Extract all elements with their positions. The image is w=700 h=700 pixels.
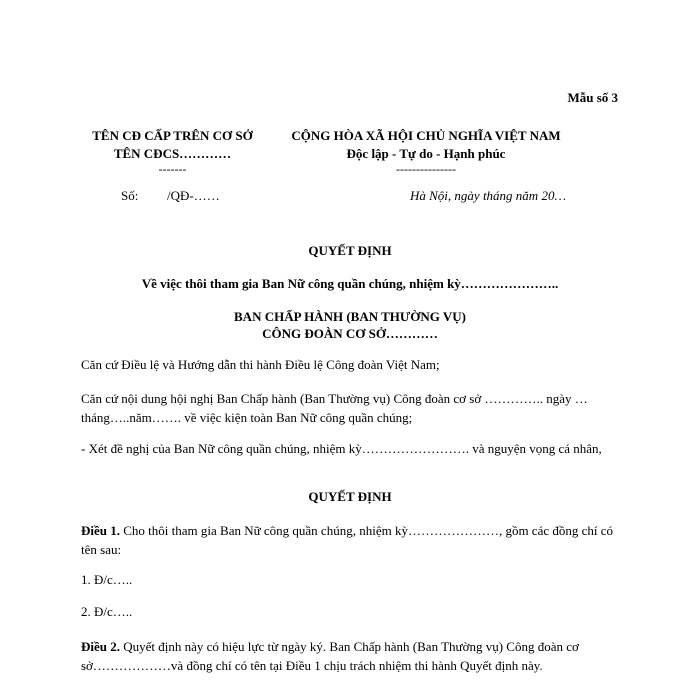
article-2 <box>81 637 621 675</box>
header-right-line2: Độc lập - Tự do - Hạnh phúc <box>346 146 506 161</box>
decision-heading: QUYẾT ĐỊNH <box>308 489 392 504</box>
article-2-text: Quyết định này có hiệu lực từ ngày ký. Ban Chấp hành (Ban Thường vụ) Công đoàn cơ sở………………và đồng chí có tên tại Điều 1 chịu trách nhiệm thi hành Quyết định này. <box>81 639 579 673</box>
authority-line1: BAN CHẤP HÀNH (BAN THƯỜNG VỤ) <box>234 309 466 324</box>
header-left-line1: TÊN CĐ CẤP TRÊN CƠ SỞ <box>92 128 253 143</box>
place-date: Hà Nội, ngày tháng năm 20… <box>410 188 566 203</box>
header-right-rule: --------------- <box>396 162 456 176</box>
header-left-rule: ------- <box>158 162 187 176</box>
basis-paragraph-1: Căn cứ Điều lệ và Hướng dẫn thi hành Điều lệ Công đoàn Việt Nam; <box>81 357 440 372</box>
list-item: 2. Đ/c….. <box>81 604 133 619</box>
basis-paragraph-3: - Xét đề nghị của Ban Nữ công quần chúng, nhiệm kỳ……………………. và nguyện vọng cá nhân, <box>81 441 602 456</box>
article-2-label: Điều 2. <box>81 639 120 654</box>
basis-paragraph-2: Căn cứ nội dung hội nghị Ban Chấp hành (Ban Thường vụ) Công đoàn cơ sở ………….. ngày … tháng…..năm……. về việc kiện toàn Ban Nữ công quần chúng; <box>81 391 588 425</box>
article-1 <box>81 521 621 559</box>
authority-line2: CÔNG ĐOÀN CƠ SỞ………… <box>262 326 438 341</box>
document-number-label: Số: <box>121 188 139 203</box>
document-title: QUYẾT ĐỊNH <box>308 243 392 258</box>
article-1-label: Điều 1. <box>81 523 120 538</box>
list-item: 1. Đ/c….. <box>81 572 133 587</box>
header-right-line1: CỘNG HÒA XÃ HỘI CHỦ NGHĨA VIỆT NAM <box>291 128 561 143</box>
header-left-line2: TÊN CĐCS………… <box>113 146 232 161</box>
article-1-text: Cho thôi tham gia Ban Nữ công quần chúng, nhiệm kỳ…………………, gồm các đồng chí có tên sau: <box>81 523 614 557</box>
form-number: Mẫu số 3 <box>567 90 618 105</box>
document-subtitle: Về việc thôi tham gia Ban Nữ công quần chúng, nhiệm kỳ………………….. <box>141 276 559 291</box>
document-number-value: /QĐ-…… <box>167 188 220 203</box>
